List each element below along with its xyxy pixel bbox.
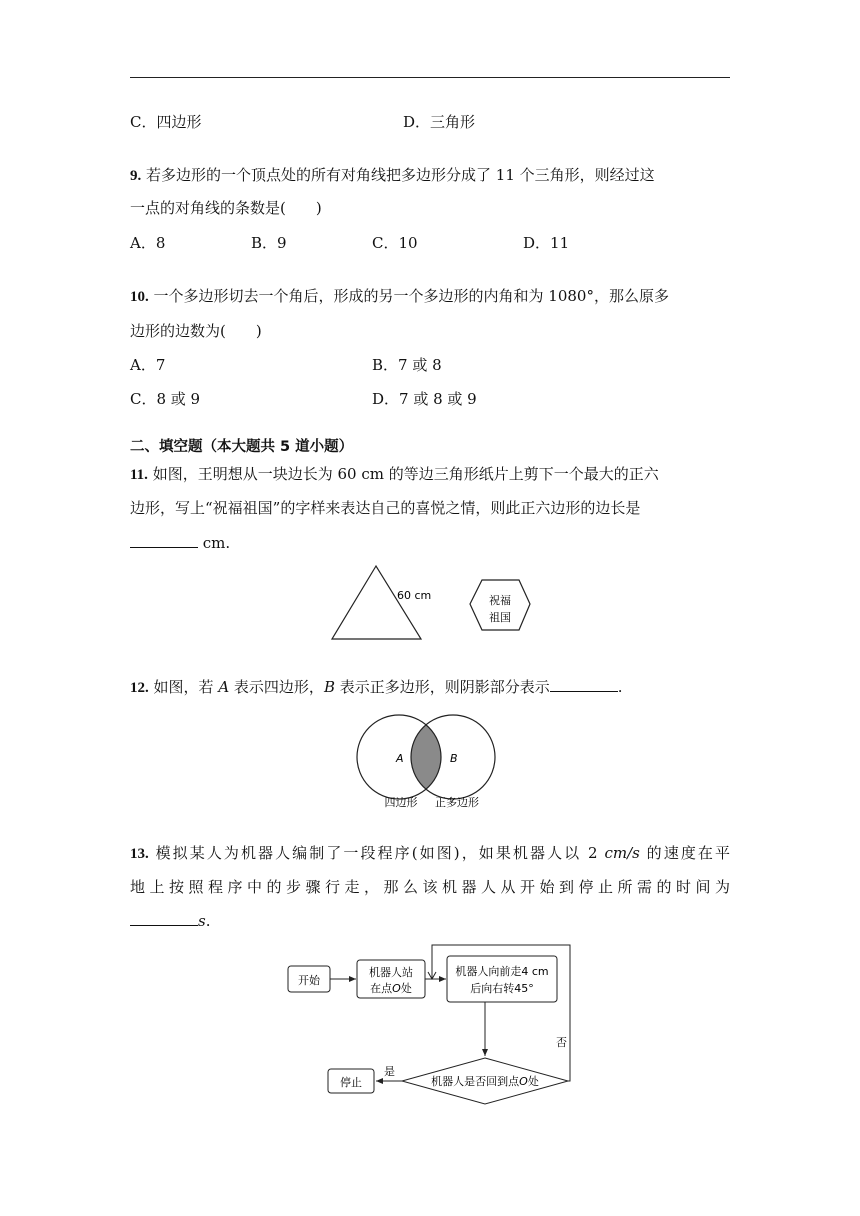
label-a: A: [396, 752, 404, 765]
q10-option-d: D．7 或 8 或 9: [372, 390, 477, 408]
step2-line1: 机器人向前走4 cm: [455, 965, 549, 978]
text-part: .: [205, 912, 211, 930]
question-text: 若多边形的一个顶点处的所有对角线把多边形分成了 11 个三角形，则经过这: [146, 166, 655, 184]
question-11-line3: [130, 533, 230, 553]
question-9-line1: [130, 165, 655, 186]
label-b: B: [450, 752, 458, 765]
question-number: 11.: [130, 467, 148, 483]
point-o: O: [392, 982, 401, 995]
question-number: 12.: [130, 680, 149, 696]
text-part: 如图，若: [153, 678, 219, 696]
side-length-label: 60 cm: [397, 589, 432, 602]
question-13-line2: 地上按照程序中的步骤行走，那么该机器人从开始到停止所需的时间为: [130, 878, 730, 896]
decision-label: [431, 1074, 539, 1088]
text-part: 在点: [370, 982, 393, 995]
text-part: 表示正多边形，则阴影部分表示: [334, 678, 550, 696]
option-c: C．四边形: [130, 113, 202, 131]
q9-option-c: C．10: [372, 234, 418, 252]
no-label: 否: [556, 1036, 567, 1049]
step1-line1: 机器人站: [369, 966, 413, 979]
text-part: 模拟某人为机器人编制了一段程序(如图)，如果机器人以 2: [155, 844, 605, 862]
unit-text: s: [198, 912, 206, 930]
q9-option-a: A．8: [130, 234, 166, 252]
point-o: O: [519, 1075, 528, 1088]
step2-line2: 后向右转45°: [470, 982, 534, 995]
q10-option-c: C．8 或 9: [130, 390, 201, 408]
text-part: 表示四边形，: [229, 678, 324, 696]
question-13-line3: [130, 911, 210, 931]
variable-a: A: [218, 678, 230, 696]
unit-text: cm/s: [604, 844, 640, 862]
answer-blank[interactable]: [130, 533, 198, 548]
caption-a: 四边形: [384, 796, 418, 809]
text-part: 的速度在平: [639, 844, 730, 862]
question-number: 9.: [130, 168, 142, 184]
question-number: 13.: [130, 846, 149, 862]
stop-label: 停止: [340, 1076, 362, 1089]
q9-option-d: D．11: [523, 234, 570, 252]
variable-b: B: [323, 678, 335, 696]
question-11-line1: [130, 464, 659, 485]
question-12-line1: [130, 677, 623, 698]
venn-diagram: [355, 704, 505, 812]
question-text: 如图，王明想从一块边长为 60 cm 的等边三角形纸片上剪下一个最大的正六: [152, 465, 659, 483]
question-10-line1: [130, 286, 669, 307]
triangle-hexagon-figure: [320, 558, 550, 644]
hexagon-text-line2: 祖国: [489, 611, 511, 624]
caption-b: 正多边形: [435, 796, 479, 809]
q10-option-a: A．7: [130, 356, 166, 374]
question-13-line1: [130, 843, 730, 864]
question-11-line2: 边形，写上“祝福祖国”的字样来表达自己的喜悦之情，则此正六边形的边长是: [130, 499, 641, 517]
yes-label: 是: [384, 1065, 395, 1078]
q9-option-b: B．9: [251, 234, 287, 252]
option-d: D．三角形: [403, 113, 476, 131]
triangle-shape: [332, 566, 421, 639]
text-part: 处: [527, 1075, 539, 1088]
unit-text: cm.: [198, 534, 231, 552]
text-part: 机器人是否回到点: [431, 1075, 520, 1088]
start-label: 开始: [298, 974, 320, 987]
header-rule: [130, 77, 730, 78]
question-number: 10.: [130, 289, 149, 305]
step2-box: [447, 956, 557, 1002]
answer-blank[interactable]: [550, 677, 618, 692]
question-9-line2: 一点的对角线的条数是( ): [130, 199, 322, 217]
hexagon-text-line1: 祝福: [489, 594, 511, 607]
flowchart: [280, 938, 580, 1110]
question-10-line2: 边形的边数为( ): [130, 322, 262, 340]
step1-line2: [370, 981, 412, 995]
question-text: 一个多边形切去一个角后，形成的另一个多边形的内角和为 1080°，那么原多: [153, 287, 669, 305]
answer-blank[interactable]: [130, 911, 198, 926]
text-part: 处: [400, 982, 412, 995]
text-part: .: [617, 678, 623, 696]
q10-option-b: B．7 或 8: [372, 356, 442, 374]
section-title: 二、填空题（本大题共 5 道小题）: [130, 439, 354, 455]
